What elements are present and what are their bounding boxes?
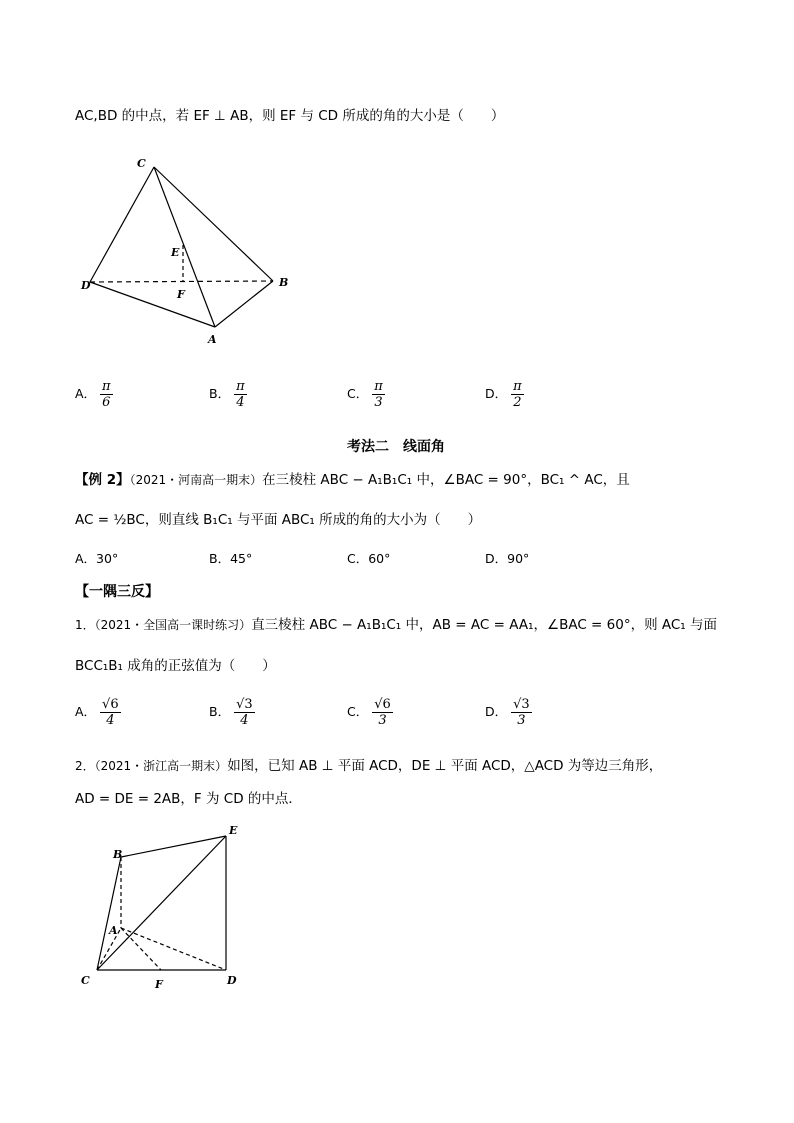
q1-option-d[interactable]: D． $\frac{√3}{3}$ bbox=[485, 697, 530, 728]
prism-figure bbox=[75, 818, 255, 998]
edge-ca bbox=[154, 167, 215, 327]
edge-cd bbox=[90, 167, 154, 282]
example-tag: 【例 2】 bbox=[75, 472, 130, 488]
label-b: B bbox=[113, 848, 123, 861]
option-b[interactable]: B． $\frac{\pi}{4}$ bbox=[209, 379, 245, 410]
label-f: F bbox=[177, 288, 185, 301]
example2-option-d[interactable]: D．90° bbox=[485, 551, 530, 566]
example2-line1 bbox=[75, 470, 630, 490]
q1-prefix: 1．（2021・全国高一课时练习） bbox=[75, 618, 252, 632]
q1-option-a[interactable]: A． $\frac{√6}{4}$ bbox=[75, 697, 119, 728]
q1-option-c[interactable]: C． $\frac{√6}{3}$ bbox=[347, 697, 391, 728]
q1-text: 直三棱柱 ABC − A₁B₁C₁ 中，AB = AC = AA₁，∠BAC = 60°，则 AC₁ 与面 bbox=[251, 617, 718, 633]
edge-ab bbox=[215, 281, 273, 327]
label-e: E bbox=[171, 246, 180, 259]
example2-option-a[interactable]: A．30° bbox=[75, 551, 119, 566]
label-f: F bbox=[155, 978, 163, 991]
q2-line2: AD = DE = 2AB，F 为 CD 的中点． bbox=[75, 791, 302, 807]
example2-option-b[interactable]: B．45° bbox=[209, 551, 253, 566]
edge-cb bbox=[97, 857, 121, 970]
example2-line2: AC = ½BC，则直线 B₁C₁ 与平面 ABC₁ 所成的角的大小为（ ） bbox=[75, 512, 482, 528]
edge-be bbox=[121, 836, 226, 857]
label-c: C bbox=[81, 974, 90, 987]
q2-prefix: 2．（2021・浙江高一期末） bbox=[75, 759, 228, 773]
edge-af-dashed bbox=[121, 928, 161, 970]
option-d[interactable]: D． $\frac{\pi}{2}$ bbox=[485, 379, 522, 410]
label-b: B bbox=[279, 276, 289, 289]
q1-option-b[interactable]: B． $\frac{√3}{4}$ bbox=[209, 697, 253, 728]
practice-heading: 【一隅三反】 bbox=[75, 584, 159, 600]
option-c[interactable]: C． $\frac{\pi}{3}$ bbox=[347, 379, 383, 410]
edge-ad-dashed bbox=[121, 928, 226, 970]
question-text-line: AC,BD 的中点，若 EF ⊥ AB，则 EF 与 CD 所成的角的大小是（ ） bbox=[75, 108, 505, 124]
example2-option-c[interactable]: C．60° bbox=[347, 551, 391, 566]
label-a: A bbox=[109, 924, 118, 937]
edge-cb bbox=[154, 167, 273, 281]
q2-line1 bbox=[75, 756, 662, 776]
label-d: D bbox=[227, 974, 237, 987]
example-text: 在三棱柱 ABC − A₁B₁C₁ 中，∠BAC = 90°，BC₁ ^ AC，且 bbox=[262, 472, 630, 488]
edge-da bbox=[90, 282, 215, 327]
label-a: A bbox=[208, 333, 217, 346]
option-a[interactable]: A． $\frac{\pi}{6}$ bbox=[75, 379, 111, 410]
q1-line2: BCC₁B₁ 成角的正弦值为（ ） bbox=[75, 658, 276, 674]
q2-text: 如图，已知 AB ⊥ 平面 ACD，DE ⊥ 平面 ACD，△ACD 为等边三角形， bbox=[227, 758, 663, 774]
section-heading: 考法二 线面角 bbox=[347, 439, 445, 455]
example-source: （2021・河南高一期末） bbox=[129, 473, 263, 487]
label-d: D bbox=[81, 279, 91, 292]
tetrahedron-figure bbox=[70, 150, 310, 350]
edge-db-dashed bbox=[90, 281, 273, 282]
label-e: E bbox=[229, 824, 238, 837]
q1-line1 bbox=[75, 615, 717, 635]
label-c: C bbox=[137, 157, 146, 170]
